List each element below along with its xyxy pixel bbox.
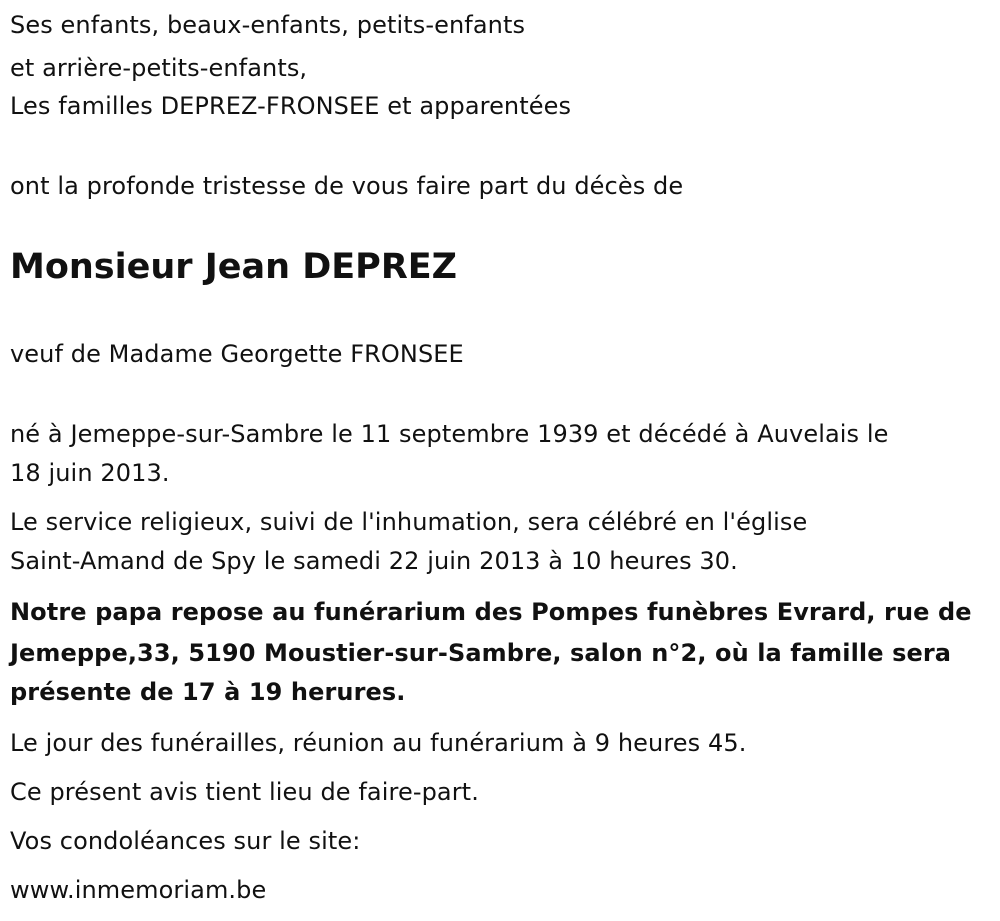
condolences-url[interactable]: www.inmemoriam.be bbox=[10, 876, 267, 904]
birth-death-line-1: né à Jemeppe-sur-Sambre le 11 septembre 1939 et décédé à Auvelais le bbox=[10, 420, 889, 448]
condolences-label: Vos condoléances sur le site: bbox=[10, 827, 361, 855]
family-line-1: Ses enfants, beaux-enfants, petits-enfants bbox=[10, 11, 526, 39]
funeral-home-line-3: présente de 17 à 19 herures. bbox=[10, 678, 406, 706]
deceased-name: Monsieur Jean DEPREZ bbox=[10, 247, 458, 287]
notice-text: Ce présent avis tient lieu de faire-part. bbox=[10, 778, 479, 806]
service-line-2: Saint-Amand de Spy le samedi 22 juin 2013 à 10 heures 30. bbox=[10, 547, 738, 575]
meeting-text: Le jour des funérailles, réunion au funérarium à 9 heures 45. bbox=[10, 729, 747, 757]
funeral-home-line-1: Notre papa repose au funérarium des Pompes funèbres Evrard, rue de bbox=[10, 598, 972, 626]
service-line-1: Le service religieux, suivi de l'inhumation, sera célébré en l'église bbox=[10, 508, 808, 536]
family-line-3: Les familles DEPREZ-FRONSEE et apparentées bbox=[10, 92, 572, 120]
funeral-home-line-2: Jemeppe,33, 5190 Moustier-sur-Sambre, salon n°2, où la famille sera bbox=[10, 639, 952, 667]
announcement-text: ont la profonde tristesse de vous faire part du décès de bbox=[10, 172, 684, 200]
family-line-2: et arrière-petits-enfants, bbox=[10, 54, 308, 82]
widow-of-text: veuf de Madame Georgette FRONSEE bbox=[10, 340, 464, 368]
birth-death-line-2: 18 juin 2013. bbox=[10, 459, 170, 487]
